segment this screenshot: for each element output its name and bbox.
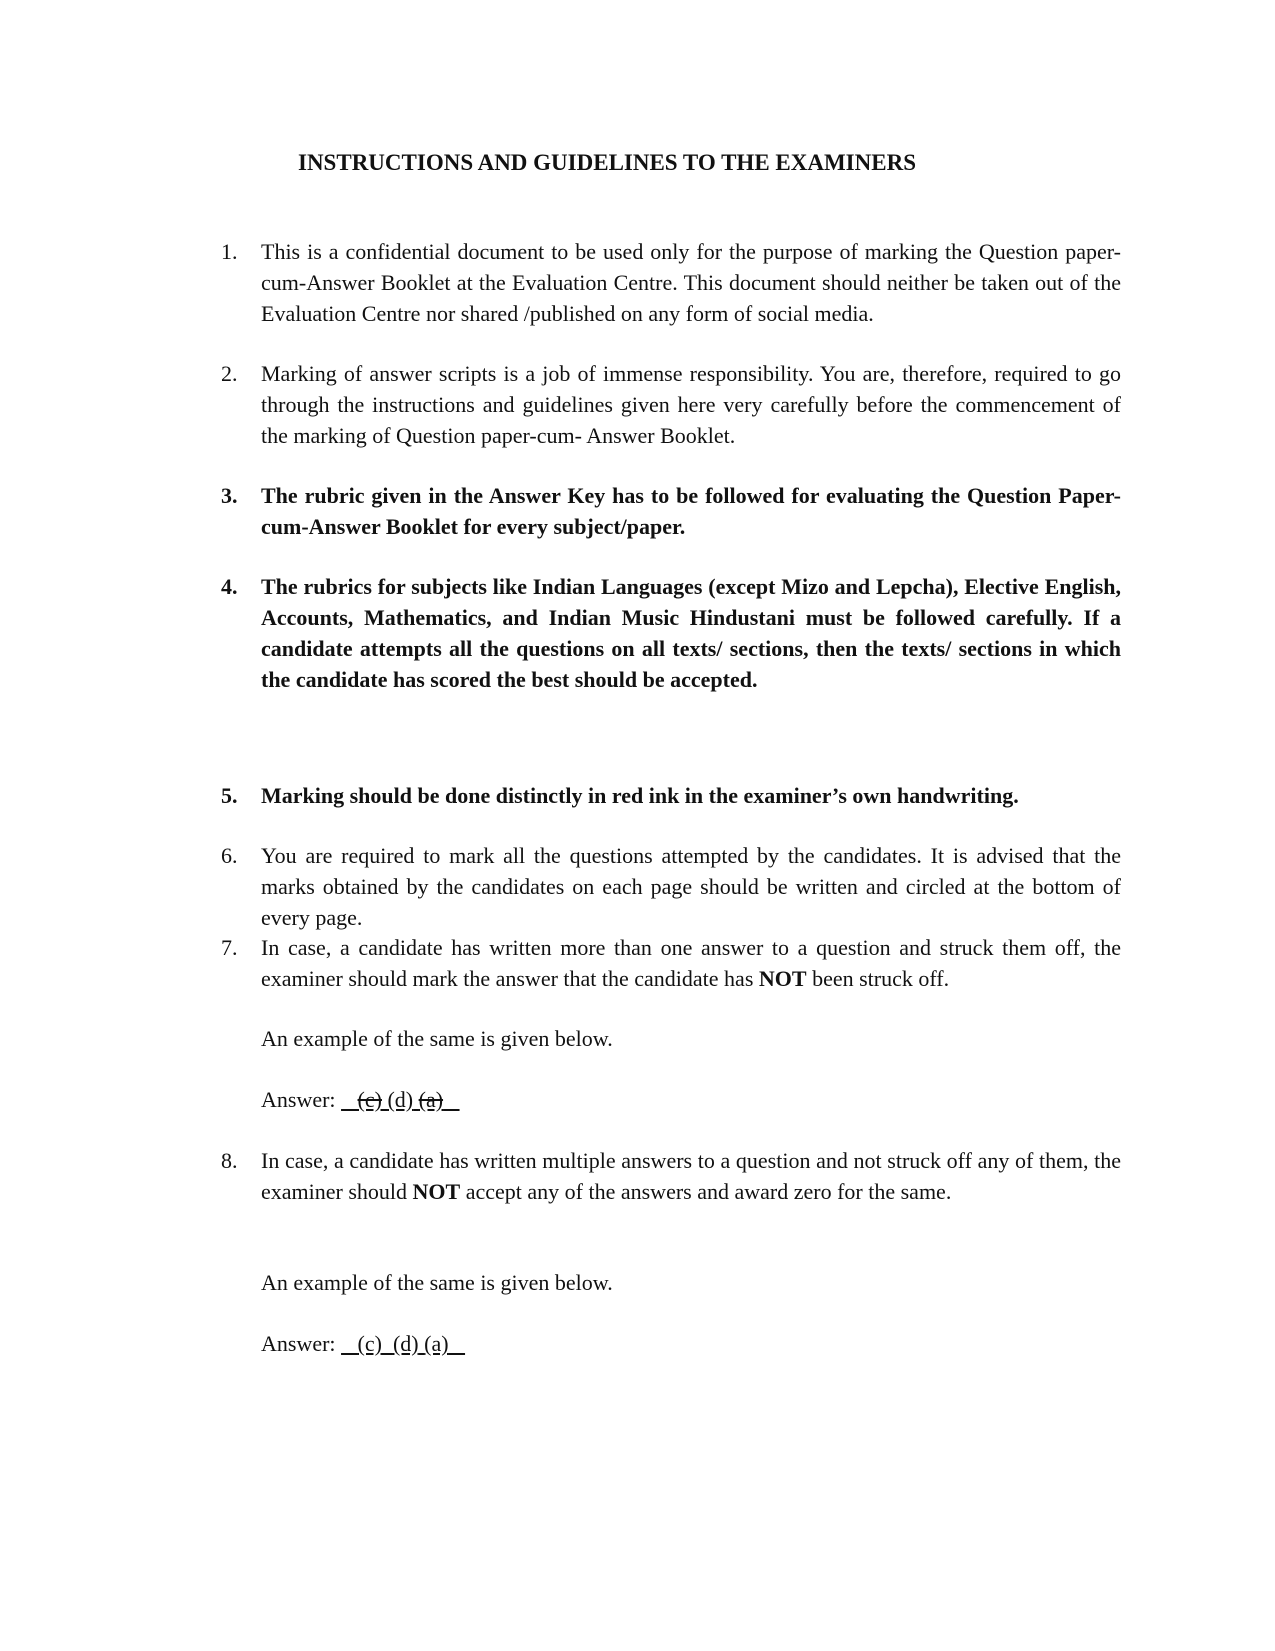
answer-label: Answer: [261,1087,336,1112]
page-title: INSTRUCTIONS AND GUIDELINES TO THE EXAMINERS [298,150,916,175]
item-text: The rubrics for subjects like Indian Languages (except Mizo and Lepcha), Elective English, Accounts, Mathematics, and Indian Music Hindustani must be followed carefully. If a candidate attempts all the questions on all texts/ sections, then the texts/ sections in which the candidate has scored the best should be accepted. [261,574,1121,692]
item-text: In case, a candidate has written more than one answer to a question and struck them off, the examiner should mark the answer that the candidate has NOT been struck off. [261,935,1121,991]
answer-option: (d) [392,1331,419,1356]
answer-option: (d) [387,1087,414,1112]
item-number: 2. [221,361,238,386]
emphasis-not: NOT [758,966,807,991]
item-text: In case, a candidate has written multiple answers to a question and not struck off any of them, the examiner should NOT accept any of the answers and award zero for the same. [261,1148,1121,1204]
answer-option: (c) [357,1331,382,1356]
emphasis-not: NOT [412,1179,461,1204]
instruction-item-1 [221,236,1121,329]
instruction-item-7 [221,932,1121,994]
item-number: 1. [221,239,238,264]
answer-label: Answer: [261,1331,336,1356]
answer-option-struck: (c) [357,1087,382,1112]
answer-example-multiple [261,1328,1121,1359]
answer-example-struck [261,1084,1121,1115]
answer-option: (a) [424,1331,449,1356]
instruction-item-2 [221,358,1121,451]
instruction-item-6 [221,840,1121,933]
example-intro: An example of the same is given below. [261,1026,613,1051]
item-number: 6. [221,843,238,868]
answer-blank [341,1087,460,1112]
item-text: The rubric given in the Answer Key has to be followed for evaluating the Question Paper-cum-Answer Booklet for every subject/paper. [261,483,1121,539]
instruction-item-3 [221,480,1121,542]
instruction-item-4 [221,571,1121,695]
item-text: Marking of answer scripts is a job of immense responsibility. You are, therefore, required to go through the instructions and guidelines given here very carefully before the commencement of the marking of Question paper-cum- Answer Booklet. [261,361,1121,448]
answer-option-struck: (a) [418,1087,444,1112]
answer-blank [341,1331,465,1356]
example-intro: An example of the same is given below. [261,1270,613,1295]
item-text: You are required to mark all the questions attempted by the candidates. It is advised that the marks obtained by the candidates on each page should be written and circled at the bottom of every page. [261,843,1121,930]
item-number: 3. [221,483,238,508]
item-text: Marking should be done distinctly in red ink in the examiner’s own handwriting. [261,783,1019,808]
item-number: 7. [221,935,238,960]
instruction-item-5 [221,780,1121,811]
instruction-item-8 [221,1145,1121,1207]
item-number: 8. [221,1148,238,1173]
item-number: 4. [221,574,238,599]
item-text: This is a confidential document to be used only for the purpose of marking the Question paper-cum-Answer Booklet at the Evaluation Centre. This document should neither be taken out of the Evaluation Centre nor shared /published on any form of social media. [261,239,1121,326]
item-number: 5. [221,783,238,808]
